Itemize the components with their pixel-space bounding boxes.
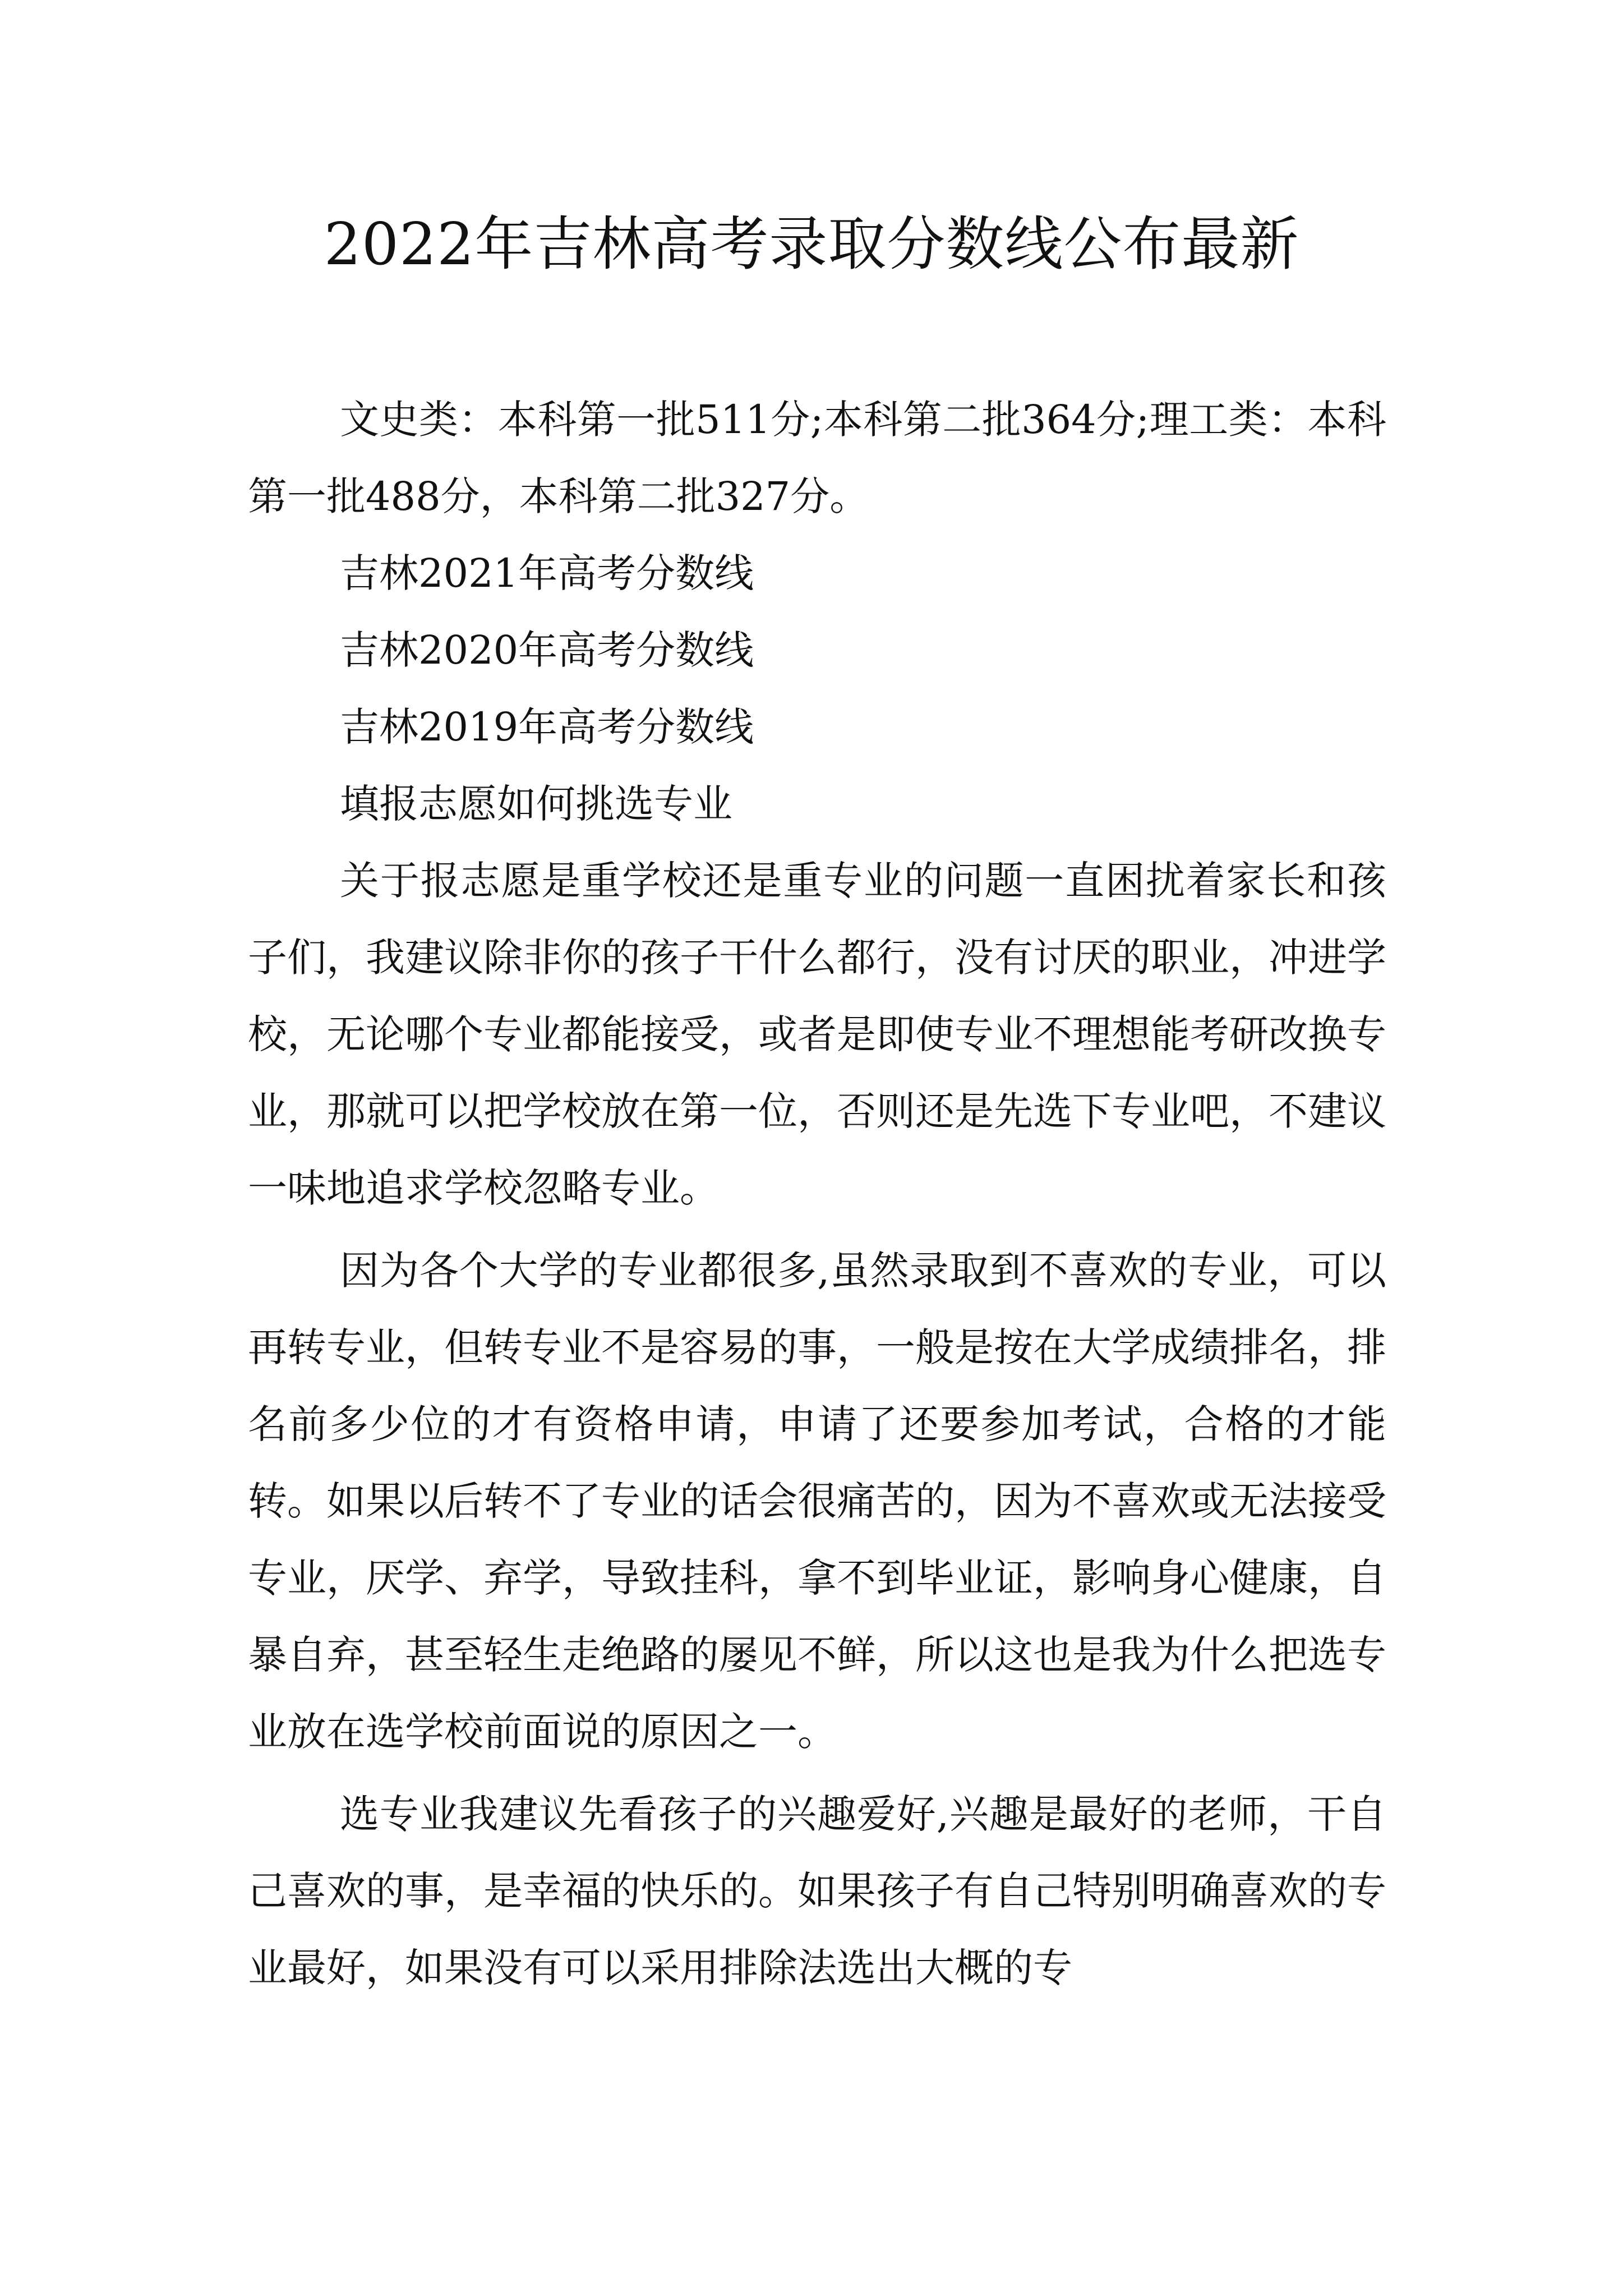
score-summary-paragraph: 文史类：本科第一批511分;本科第二批364分;理工类：本科第一批488分，本科第二批327分。: [248, 397, 1386, 519]
link-2019-scores: 吉林2019年高考分数线: [340, 704, 754, 750]
body-paragraph: 关于报志愿是重学校还是重专业的问题一直困扰着家长和孩子们，我建议除非你的孩子干什么都行，没有讨厌的职业，冲进学校，无论哪个专业都能接受，或者是即使专业不理想能考研改换专业，那就可以把学校放在第一位，否则还是先选下专业吧，不建议一味地追求学校忽略专业。: [248, 858, 1386, 1211]
link-2021-scores: 吉林2021年高考分数线: [340, 550, 754, 596]
link-2020-scores: 吉林2020年高考分数线: [340, 627, 754, 673]
body-paragraph: 因为各个大学的专业都很多,虽然录取到不喜欢的专业，可以再转专业，但转专业不是容易的事，一般是按在大学成绩排名，排名前多少位的才有资格申请，申请了还要参加考试，合格的才能转。如果以后转不了专业的话会很痛苦的，因为不喜欢或无法接受专业，厌学、弃学，导致挂科，拿不到毕业证，影响身心健康，自暴自弃，甚至轻生走绝路的屡见不鲜，所以这也是我为什么把选专业放在选学校前面说的原因之一。: [248, 1248, 1386, 1755]
document-title: 2022年吉林高考录取分数线公布最新: [324, 210, 1299, 278]
section-heading-major-selection: 填报志愿如何挑选专业: [340, 781, 732, 827]
body-paragraph: 选专业我建议先看孩子的兴趣爱好,兴趣是最好的老师，干自己喜欢的事，是幸福的快乐的。如果孩子有自己特别明确喜欢的专业最好，如果没有可以采用排除法选出大概的专: [248, 1791, 1386, 1991]
document-body: [248, 381, 1386, 2007]
